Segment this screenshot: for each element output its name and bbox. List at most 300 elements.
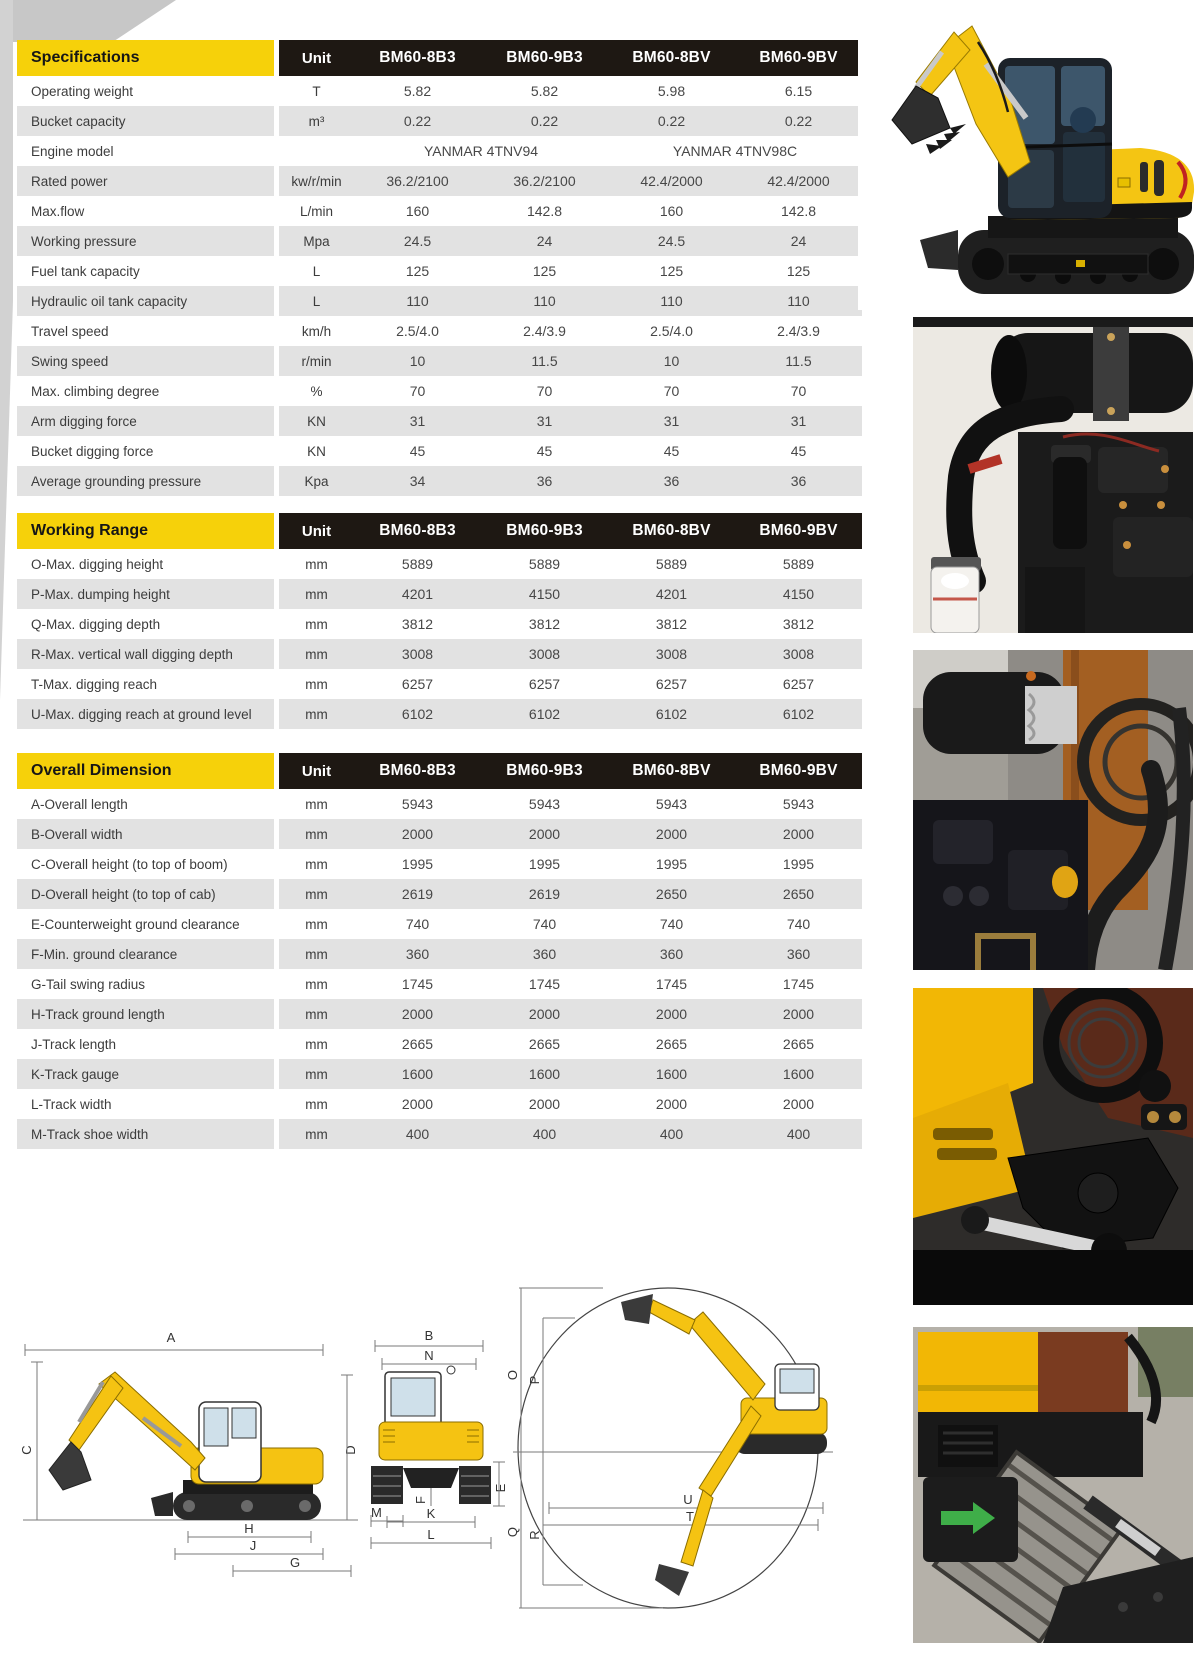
fuel-filter xyxy=(1053,457,1087,549)
table-row xyxy=(17,1059,862,1089)
value-cell: 1995 xyxy=(782,856,815,872)
working-range-diagram xyxy=(505,1288,833,1608)
value-cell: 160 xyxy=(405,203,430,219)
table-row xyxy=(17,346,862,376)
value-cell: 5943 xyxy=(782,796,815,812)
table-row xyxy=(17,316,862,346)
overall-dimension-table xyxy=(17,753,862,1149)
row-label: Average grounding pressure xyxy=(17,466,274,496)
table-row xyxy=(17,999,862,1029)
dim-label-H: H xyxy=(244,1521,254,1536)
dimension-diagrams xyxy=(15,1272,860,1644)
table-row xyxy=(17,1089,862,1119)
row-values xyxy=(279,346,862,376)
corner-decoration xyxy=(0,0,176,42)
value-cell: 2.5/4.0 xyxy=(396,323,439,339)
row-values xyxy=(279,256,862,286)
row-label: Bucket capacity xyxy=(17,106,274,136)
row-values xyxy=(279,909,862,939)
value-cell: 125 xyxy=(405,263,430,279)
value-cell: 125 xyxy=(659,263,684,279)
table-row xyxy=(17,226,862,256)
value-cell: 0.22 xyxy=(403,113,432,129)
table-title: Working Range xyxy=(17,513,274,549)
value-cell: 4201 xyxy=(655,586,688,602)
value-cell: 42.4/2000 xyxy=(767,173,830,189)
value-cell: 2665 xyxy=(782,1036,815,1052)
value-cell: 6257 xyxy=(782,676,815,692)
table-row xyxy=(17,609,862,639)
row-label: K-Track gauge xyxy=(17,1059,274,1089)
table-row xyxy=(17,939,862,969)
value-cell: 160 xyxy=(659,203,684,219)
model-header: BM60-9BV xyxy=(759,762,838,779)
row-values xyxy=(279,286,862,316)
unit-cell: mm xyxy=(305,856,328,872)
row-label: Arm digging force xyxy=(17,406,274,436)
value-cell: 125 xyxy=(786,263,811,279)
value-cell: 2619 xyxy=(401,886,434,902)
value-cell: 3812 xyxy=(401,616,434,632)
row-values xyxy=(279,639,862,669)
value-cell: 0.22 xyxy=(530,113,559,129)
value-cell: 1995 xyxy=(528,856,561,872)
value-cell: 1745 xyxy=(655,976,688,992)
unit-cell: mm xyxy=(305,1036,328,1052)
row-label: J-Track length xyxy=(31,1036,117,1052)
value-cell: 36.2/2100 xyxy=(513,173,576,189)
row-values xyxy=(279,699,862,729)
unit-cell: mm xyxy=(305,1096,328,1112)
value-cell: 2.4/3.9 xyxy=(777,323,820,339)
dim-label-R: R xyxy=(527,1530,542,1540)
value-cell: 45 xyxy=(409,443,426,459)
row-label: Q-Max. digging depth xyxy=(31,616,161,632)
table-row xyxy=(17,376,862,406)
value-cell: 34 xyxy=(409,473,426,489)
row-label: F-Min. ground clearance xyxy=(17,939,274,969)
dim-label-D: D xyxy=(343,1445,358,1455)
unit-cell: mm xyxy=(305,706,328,722)
value-cell: 6.15 xyxy=(784,83,813,99)
value-cell: 142.8 xyxy=(526,203,563,219)
row-values xyxy=(279,1029,862,1059)
value-cell: 45 xyxy=(536,443,553,459)
value-cell: 360 xyxy=(786,946,811,962)
swing-bracket-photo xyxy=(913,988,1193,1305)
dim-label-J: J xyxy=(249,1538,257,1553)
value-cell: YANMAR 4TNV94 xyxy=(423,143,539,159)
value-cell: 2619 xyxy=(528,886,561,902)
table-row xyxy=(17,196,862,226)
value-cell: 400 xyxy=(786,1126,811,1142)
value-cell: 1995 xyxy=(655,856,688,872)
dim-label-N: N xyxy=(424,1348,434,1363)
unit-cell: L xyxy=(312,293,321,309)
table-title: Specifications xyxy=(17,40,274,76)
row-values xyxy=(279,999,862,1029)
row-label: Max.flow xyxy=(31,203,85,219)
value-cell: 36 xyxy=(663,473,680,489)
row-label: T-Max. digging reach xyxy=(31,676,158,692)
row-label: E-Counterweight ground clearance xyxy=(31,916,240,932)
row-values xyxy=(279,819,862,849)
unit-cell: mm xyxy=(305,916,328,932)
unit-cell: km/h xyxy=(301,323,332,339)
value-cell: 45 xyxy=(663,443,680,459)
unit-cell: mm xyxy=(305,796,328,812)
value-cell: 2.4/3.9 xyxy=(523,323,566,339)
row-values xyxy=(279,196,862,226)
value-cell: 5943 xyxy=(655,796,688,812)
value-cell: 4201 xyxy=(401,586,434,602)
model-header-bar xyxy=(279,753,862,789)
row-label: Working pressure xyxy=(17,226,274,256)
unit-cell: L xyxy=(312,263,321,279)
row-values xyxy=(279,226,862,256)
dim-label-C: C xyxy=(19,1445,34,1455)
value-cell: 1745 xyxy=(528,976,561,992)
row-values xyxy=(279,106,862,136)
row-values xyxy=(279,1089,862,1119)
value-cell: 2665 xyxy=(655,1036,688,1052)
table-row xyxy=(17,639,862,669)
value-cell: 2000 xyxy=(782,1006,815,1022)
value-cell: 2000 xyxy=(401,1006,434,1022)
value-cell: 31 xyxy=(663,413,680,429)
value-cell: 142.8 xyxy=(780,203,817,219)
value-cell: 400 xyxy=(659,1126,684,1142)
value-cell: 2.5/4.0 xyxy=(650,323,693,339)
model-header: BM60-9B3 xyxy=(506,762,583,779)
dim-label-K: K xyxy=(426,1506,436,1521)
row-values xyxy=(279,579,862,609)
value-cell: 36.2/2100 xyxy=(386,173,449,189)
table-row xyxy=(17,579,862,609)
value-cell: 70 xyxy=(409,383,426,399)
table-row xyxy=(17,699,862,729)
value-cell: 6257 xyxy=(528,676,561,692)
row-label: U-Max. digging reach at ground level xyxy=(17,699,274,729)
specifications-table xyxy=(17,40,862,496)
row-values xyxy=(279,466,862,496)
model-header: BM60-8BV xyxy=(632,762,711,779)
value-cell: 740 xyxy=(786,916,811,932)
model-header: BM60-9B3 xyxy=(506,522,583,539)
value-cell: 400 xyxy=(405,1126,430,1142)
value-cell: 110 xyxy=(787,293,810,309)
dim-label-F: F xyxy=(413,1496,428,1504)
dim-label-M: M xyxy=(371,1505,382,1520)
row-label: C-Overall height (to top of boom) xyxy=(31,856,228,872)
model-header: BM60-9B3 xyxy=(506,49,583,66)
dim-label-A: A xyxy=(166,1330,176,1345)
unit-header: Unit xyxy=(301,49,332,67)
table-row xyxy=(17,549,862,579)
value-cell: 3812 xyxy=(528,616,561,632)
unit-cell: kw/r/min xyxy=(291,173,342,189)
value-cell: 24 xyxy=(790,233,807,249)
value-cell: 5.82 xyxy=(530,83,559,99)
table-row xyxy=(17,436,862,466)
value-cell: 31 xyxy=(409,413,426,429)
value-cell: 3008 xyxy=(655,646,688,662)
value-cell: 3812 xyxy=(655,616,688,632)
table-row xyxy=(17,136,862,166)
table-row xyxy=(17,849,862,879)
row-values xyxy=(279,939,862,969)
unit-cell: KN xyxy=(307,443,326,459)
table-row xyxy=(17,406,862,436)
value-cell: 3008 xyxy=(401,646,434,662)
yellow-housing xyxy=(918,1332,1038,1422)
table-row xyxy=(17,879,862,909)
value-cell: 5889 xyxy=(655,556,688,572)
row-values xyxy=(279,879,862,909)
value-cell: 740 xyxy=(532,916,557,932)
unit-cell: mm xyxy=(305,1066,328,1082)
row-label: M-Track shoe width xyxy=(17,1119,274,1149)
row-label: Fuel tank capacity xyxy=(31,263,140,279)
value-cell: 10 xyxy=(409,353,426,369)
excavator-hero-photo xyxy=(858,2,1200,310)
table-row xyxy=(17,909,862,939)
row-label: Rated power xyxy=(17,166,274,196)
table-header xyxy=(17,753,862,789)
unit-cell: mm xyxy=(305,586,328,602)
row-values xyxy=(279,436,862,466)
value-cell: 1745 xyxy=(401,976,434,992)
value-cell: 0.22 xyxy=(784,113,813,129)
row-values xyxy=(279,406,862,436)
model-header: BM60-8B3 xyxy=(379,522,456,539)
table-row xyxy=(17,969,862,999)
value-cell: 2650 xyxy=(782,886,815,902)
row-label: P-Max. dumping height xyxy=(17,579,274,609)
row-values xyxy=(279,609,862,639)
row-values xyxy=(279,136,862,166)
value-cell: 740 xyxy=(659,916,684,932)
value-cell: 1600 xyxy=(528,1066,561,1082)
value-cell: 4150 xyxy=(782,586,815,602)
model-header: BM60-8B3 xyxy=(379,49,456,66)
dim-label-O: O xyxy=(505,1369,520,1381)
edge-decoration xyxy=(0,0,13,700)
value-cell: 3812 xyxy=(782,616,815,632)
row-label: Swing speed xyxy=(17,346,274,376)
row-values xyxy=(279,166,862,196)
value-cell: 1600 xyxy=(401,1066,434,1082)
unit-cell: Mpa xyxy=(303,233,330,249)
value-cell: 6102 xyxy=(655,706,688,722)
value-cell: 125 xyxy=(532,263,557,279)
dim-label-L: L xyxy=(427,1527,435,1542)
table-row xyxy=(17,819,862,849)
value-cell: 2000 xyxy=(528,1006,561,1022)
unit-cell: mm xyxy=(305,556,328,572)
row-values xyxy=(279,1059,862,1089)
rear-view-diagram xyxy=(371,1328,508,1549)
unit-cell: mm xyxy=(305,826,328,842)
value-cell: 2000 xyxy=(782,1096,815,1112)
value-cell: 31 xyxy=(790,413,807,429)
table-row xyxy=(17,669,862,699)
value-cell: 1600 xyxy=(782,1066,815,1082)
row-values xyxy=(279,549,862,579)
row-values xyxy=(279,1119,862,1149)
model-header: BM60-9BV xyxy=(759,522,838,539)
table-header xyxy=(17,513,862,549)
value-cell: 3008 xyxy=(528,646,561,662)
value-cell: 45 xyxy=(790,443,807,459)
tables-column xyxy=(17,40,862,1149)
table-row xyxy=(17,256,862,286)
unit-cell: mm xyxy=(305,886,328,902)
table-row xyxy=(17,166,862,196)
value-cell: 11.5 xyxy=(785,353,812,369)
model-header-bar xyxy=(279,40,862,76)
row-values xyxy=(279,789,862,819)
unit-cell: mm xyxy=(305,1126,328,1142)
value-cell: 5943 xyxy=(528,796,561,812)
dim-label-G: G xyxy=(289,1555,301,1570)
table-row xyxy=(17,76,862,106)
row-label: D-Overall height (to top of cab) xyxy=(17,879,274,909)
model-header: BM60-8BV xyxy=(632,522,711,539)
unit-cell: L/min xyxy=(299,203,333,219)
side-view-diagram xyxy=(19,1330,358,1577)
row-label: Engine model xyxy=(31,143,114,159)
value-cell: 24.5 xyxy=(403,233,432,249)
unit-cell: KN xyxy=(307,413,326,429)
value-cell: 6102 xyxy=(401,706,434,722)
row-label: A-Overall length xyxy=(31,796,128,812)
engine-bay-photo xyxy=(913,317,1193,633)
value-cell: 70 xyxy=(790,383,807,399)
value-cell: 36 xyxy=(790,473,807,489)
unit-header: Unit xyxy=(301,762,332,780)
value-cell: 2000 xyxy=(528,1096,561,1112)
dim-label-Q: Q xyxy=(505,1526,520,1538)
value-cell: 2650 xyxy=(655,886,688,902)
unit-cell: mm xyxy=(305,1006,328,1022)
table-row xyxy=(17,789,862,819)
value-cell: 2000 xyxy=(655,826,688,842)
dim-label-U: U xyxy=(683,1492,693,1507)
value-cell: 70 xyxy=(536,383,553,399)
track-photo xyxy=(913,1327,1193,1643)
row-label: Travel speed xyxy=(31,323,109,339)
value-cell: 10 xyxy=(663,353,680,369)
unit-cell: r/min xyxy=(301,353,332,369)
value-cell: 110 xyxy=(406,293,429,309)
unit-cell: mm xyxy=(305,946,328,962)
value-cell: 1600 xyxy=(655,1066,688,1082)
value-cell: 2000 xyxy=(401,826,434,842)
value-cell: 5.82 xyxy=(403,83,432,99)
table-row xyxy=(17,1029,862,1059)
value-cell: 31 xyxy=(536,413,553,429)
value-cell: 1745 xyxy=(782,976,815,992)
value-cell: 5889 xyxy=(401,556,434,572)
row-label: G-Tail swing radius xyxy=(31,976,146,992)
value-cell: 400 xyxy=(532,1126,557,1142)
value-cell: 6102 xyxy=(528,706,561,722)
row-label: Hydraulic oil tank capacity xyxy=(17,286,274,316)
row-values xyxy=(279,316,862,346)
dim-label-T: T xyxy=(686,1509,694,1524)
value-cell: 42.4/2000 xyxy=(640,173,703,189)
row-values xyxy=(279,76,862,106)
value-cell: 6257 xyxy=(401,676,434,692)
model-header: BM60-8B3 xyxy=(379,762,456,779)
dim-label-B: B xyxy=(424,1328,434,1343)
model-header-bar xyxy=(279,513,862,549)
value-cell: 1995 xyxy=(401,856,434,872)
unit-cell: mm xyxy=(305,646,328,662)
row-label: Bucket digging force xyxy=(31,443,154,459)
row-values xyxy=(279,969,862,999)
value-cell: 740 xyxy=(405,916,430,932)
row-label: L-Track width xyxy=(31,1096,112,1112)
value-cell: 2665 xyxy=(401,1036,434,1052)
value-cell: 6102 xyxy=(782,706,815,722)
row-values xyxy=(279,376,862,406)
yellow-cap xyxy=(1052,866,1078,898)
table-header xyxy=(17,40,862,76)
value-cell: 2000 xyxy=(782,826,815,842)
value-cell: 5.98 xyxy=(657,83,686,99)
value-cell: 24.5 xyxy=(657,233,686,249)
value-cell: 70 xyxy=(663,383,680,399)
value-cell: 2000 xyxy=(655,1006,688,1022)
value-cell: 360 xyxy=(405,946,430,962)
table-row xyxy=(17,286,862,316)
value-cell: YANMAR 4TNV98C xyxy=(672,143,798,159)
unit-cell: m³ xyxy=(308,113,325,129)
row-label: R-Max. vertical wall digging depth xyxy=(17,639,274,669)
row-label: Max. climbing degree xyxy=(31,383,160,399)
value-cell: 5943 xyxy=(401,796,434,812)
value-cell: 2000 xyxy=(528,826,561,842)
frame-panel xyxy=(1038,1332,1128,1420)
value-cell: 0.22 xyxy=(657,113,686,129)
value-cell: 110 xyxy=(660,293,683,309)
bucket-outline xyxy=(49,1442,91,1490)
unit-cell: % xyxy=(310,383,323,399)
model-header: BM60-9BV xyxy=(759,49,838,66)
unit-header: Unit xyxy=(301,522,332,540)
row-values xyxy=(279,669,862,699)
value-cell: 360 xyxy=(659,946,684,962)
row-label: Operating weight xyxy=(31,83,134,99)
row-label: B-Overall width xyxy=(17,819,274,849)
value-cell: 5889 xyxy=(782,556,815,572)
value-cell: 2665 xyxy=(528,1036,561,1052)
value-cell: 36 xyxy=(536,473,553,489)
value-cell: 360 xyxy=(532,946,557,962)
unit-cell: T xyxy=(312,83,321,99)
value-cell: 6257 xyxy=(655,676,688,692)
model-header: BM60-8BV xyxy=(632,49,711,66)
value-cell: 11.5 xyxy=(531,353,558,369)
row-values xyxy=(279,849,862,879)
table-title: Overall Dimension xyxy=(17,753,274,789)
engine-side-photo xyxy=(913,650,1193,970)
table-row xyxy=(17,106,862,136)
unit-cell: Kpa xyxy=(304,473,329,489)
value-cell: 2000 xyxy=(401,1096,434,1112)
